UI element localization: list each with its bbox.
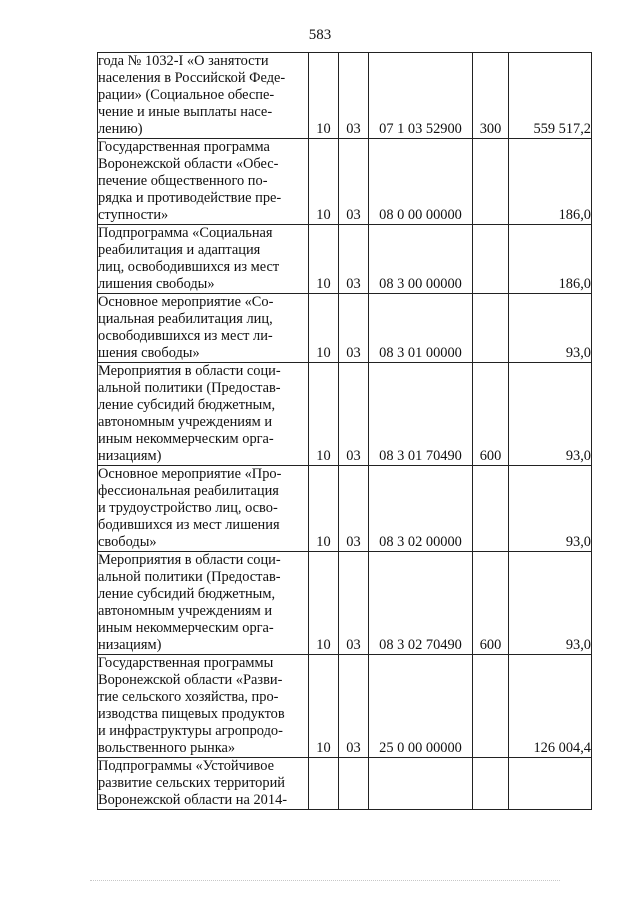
row-name-cell	[98, 466, 309, 552]
amount-cell: 93,0	[509, 294, 592, 363]
row-name-cell	[98, 758, 309, 810]
name-line: низациям)	[98, 448, 162, 464]
target-article-cell: 08 3 01 00000	[369, 294, 473, 363]
table-row	[98, 225, 592, 294]
amount-cell: 186,0	[509, 225, 592, 294]
row-name-cell	[98, 139, 309, 225]
subsection-code-cell: 03	[339, 139, 369, 225]
subsection-code-cell: 03	[339, 466, 369, 552]
target-article-cell: 08 3 02 00000	[369, 466, 473, 552]
amount-cell: 126 004,4	[509, 655, 592, 758]
name-line: тие сельского хозяйства, про-	[98, 689, 279, 705]
name-line: лиц, освободившихся из мест	[98, 259, 280, 275]
row-name-cell	[98, 53, 309, 139]
subsection-code-cell	[339, 758, 369, 810]
name-line: и трудоустройство лиц, осво-	[98, 500, 278, 516]
table-row	[98, 294, 592, 363]
name-line: Государственная программы	[98, 655, 274, 671]
amount-cell: 93,0	[509, 363, 592, 466]
row-name-cell	[98, 552, 309, 655]
expense-type-cell: 600	[473, 363, 509, 466]
name-line: вольственного рынка»	[98, 740, 236, 756]
table-row	[98, 655, 592, 758]
section-code-cell: 10	[309, 53, 339, 139]
target-article-cell	[369, 758, 473, 810]
expense-type-cell	[473, 294, 509, 363]
name-line: циальная реабилитация лиц,	[98, 311, 273, 327]
name-line: альной политики (Предостав-	[98, 569, 281, 585]
name-line: Основное мероприятие «Со-	[98, 294, 274, 310]
name-line: Подпрограмма «Социальная	[98, 225, 273, 241]
name-line: шения свободы»	[98, 345, 200, 361]
name-line: Основное мероприятие «Про-	[98, 466, 282, 482]
name-line: освободившихся из мест ли-	[98, 328, 273, 344]
name-line: автономным учреждениям и	[98, 603, 273, 619]
row-name-cell	[98, 294, 309, 363]
table-row	[98, 53, 592, 139]
table-row	[98, 552, 592, 655]
name-line: Государственная программа	[98, 139, 270, 155]
amount-cell: 93,0	[509, 552, 592, 655]
expense-type-cell	[473, 758, 509, 810]
expense-type-cell	[473, 225, 509, 294]
expense-type-cell	[473, 655, 509, 758]
name-line: Подпрограммы «Устойчивое	[98, 758, 274, 774]
name-line: иным некоммерческим орга-	[98, 431, 274, 447]
row-name-cell	[98, 225, 309, 294]
name-line: альной политики (Предостав-	[98, 380, 281, 396]
page-number: 583	[308, 27, 332, 43]
section-code-cell: 10	[309, 655, 339, 758]
subsection-code-cell: 03	[339, 53, 369, 139]
table-row	[98, 466, 592, 552]
row-name-cell	[98, 363, 309, 466]
amount-cell: 93,0	[509, 466, 592, 552]
amount-cell: 559 517,2	[509, 53, 592, 139]
name-line: Мероприятия в области соци-	[98, 552, 281, 568]
subsection-code-cell: 03	[339, 294, 369, 363]
table-body	[98, 53, 592, 810]
target-article-cell: 08 0 00 00000	[369, 139, 473, 225]
section-code-cell: 10	[309, 294, 339, 363]
name-line: Воронежской области «Разви-	[98, 672, 283, 688]
name-line: ступности»	[98, 207, 169, 223]
target-article-cell: 08 3 01 70490	[369, 363, 473, 466]
amount-cell: 186,0	[509, 139, 592, 225]
expense-type-cell	[473, 466, 509, 552]
section-code-cell	[309, 758, 339, 810]
name-line: изводства пищевых продуктов	[98, 706, 285, 722]
target-article-cell: 07 1 03 52900	[369, 53, 473, 139]
target-article-cell: 08 3 02 70490	[369, 552, 473, 655]
section-code-cell: 10	[309, 139, 339, 225]
name-line: печение общественного по-	[98, 173, 268, 189]
section-code-cell: 10	[309, 466, 339, 552]
subsection-code-cell: 03	[339, 552, 369, 655]
subsection-code-cell: 03	[339, 363, 369, 466]
table-row	[98, 139, 592, 225]
name-line: фессиональная реабилитация	[98, 483, 279, 499]
name-line: лишения свободы»	[98, 276, 215, 292]
name-line: рядка и противодействие пре-	[98, 190, 282, 206]
name-line: и инфраструктуры агропродо-	[98, 723, 283, 739]
table-row	[98, 363, 592, 466]
name-line: Воронежской области на 2014-	[98, 792, 288, 808]
name-line: иным некоммерческим орга-	[98, 620, 274, 636]
name-line: низациям)	[98, 637, 162, 653]
budget-table	[97, 52, 592, 810]
name-line: года № 1032-I «О занятости	[98, 53, 269, 69]
expense-type-cell: 600	[473, 552, 509, 655]
table-row	[98, 758, 592, 810]
target-article-cell: 25 0 00 00000	[369, 655, 473, 758]
name-line: бодившихся из мест лишения	[98, 517, 280, 533]
row-name-cell	[98, 655, 309, 758]
name-line: Воронежской области «Обес-	[98, 156, 279, 172]
expense-type-cell	[473, 139, 509, 225]
name-line: населения в Российской Феде-	[98, 70, 286, 86]
target-article-cell: 08 3 00 00000	[369, 225, 473, 294]
amount-cell	[509, 758, 592, 810]
name-line: ление субсидий бюджетным,	[98, 397, 276, 413]
name-line: лению)	[98, 121, 143, 137]
section-code-cell: 10	[309, 552, 339, 655]
subsection-code-cell: 03	[339, 655, 369, 758]
name-line: ление субсидий бюджетным,	[98, 586, 276, 602]
subsection-code-cell: 03	[339, 225, 369, 294]
scan-noise-line	[90, 880, 560, 882]
section-code-cell: 10	[309, 363, 339, 466]
name-line: свободы»	[98, 534, 157, 550]
section-code-cell: 10	[309, 225, 339, 294]
name-line: Мероприятия в области соци-	[98, 363, 281, 379]
expense-type-cell: 300	[473, 53, 509, 139]
name-line: развитие сельских территорий	[98, 775, 285, 791]
name-line: автономным учреждениям и	[98, 414, 273, 430]
name-line: рации» (Социальное обеспе-	[98, 87, 275, 103]
name-line: чение и иные выплаты насе-	[98, 104, 273, 120]
name-line: реабилитация и адаптация	[98, 242, 261, 258]
